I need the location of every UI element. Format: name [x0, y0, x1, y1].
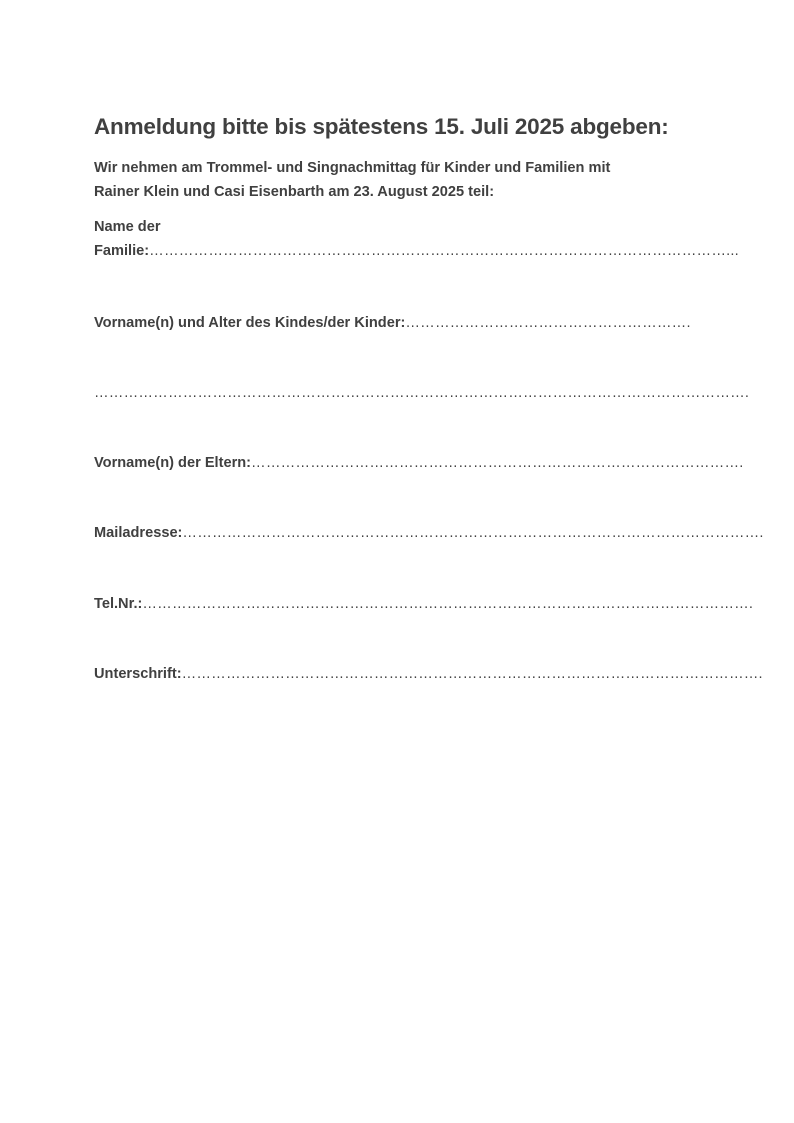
intro-line-1: Wir nehmen am Trommel- und Singnachmittag für Kinder und Familien mit [94, 160, 611, 176]
signature-dotted-line[interactable]: ………………………………………………………………………………………………………. [181, 666, 763, 682]
family-name-field[interactable] [94, 215, 739, 263]
children-dotted-line[interactable]: …………………………………………………. [405, 315, 691, 331]
form-heading: Anmeldung bitte bis spätestens 15. Juli 2025 abgeben: [94, 114, 669, 139]
intro-line-2: Rainer Klein und Casi Eisenbarth am 23. August 2025 teil: [94, 184, 495, 200]
children-label: Vorname(n) und Alter des Kindes/der Kinder: [94, 315, 406, 331]
family-name-label-line-2: Familie: [94, 243, 150, 259]
email-field[interactable] [94, 521, 764, 545]
phone-field[interactable] [94, 592, 754, 616]
parents-dotted-line[interactable]: ………………………………………………………………………………………. [251, 455, 744, 471]
parents-field[interactable] [94, 451, 744, 475]
children-field-continuation[interactable] [94, 381, 750, 405]
parents-label: Vorname(n) der Eltern: [94, 455, 252, 471]
signature-label: Unterschrift: [94, 666, 182, 682]
children-field[interactable] [94, 311, 700, 335]
intro-text [94, 156, 700, 204]
email-label: Mailadresse: [94, 525, 183, 541]
signature-field[interactable] [94, 662, 763, 686]
family-name-dotted-line[interactable]: ………………………………………………………………………………………………………... [149, 243, 739, 259]
phone-dotted-line[interactable]: ……………………………………………………………………………………………………………. [142, 596, 754, 612]
children-continuation-dotted-line[interactable]: ……………………………………………………………………………………………………………………. [94, 385, 750, 401]
family-name-label-line-1: Name der [94, 219, 161, 235]
phone-label: Tel.Nr.: [94, 596, 143, 612]
email-dotted-line[interactable]: ………………………………………………………………………………………………………. [182, 525, 764, 541]
